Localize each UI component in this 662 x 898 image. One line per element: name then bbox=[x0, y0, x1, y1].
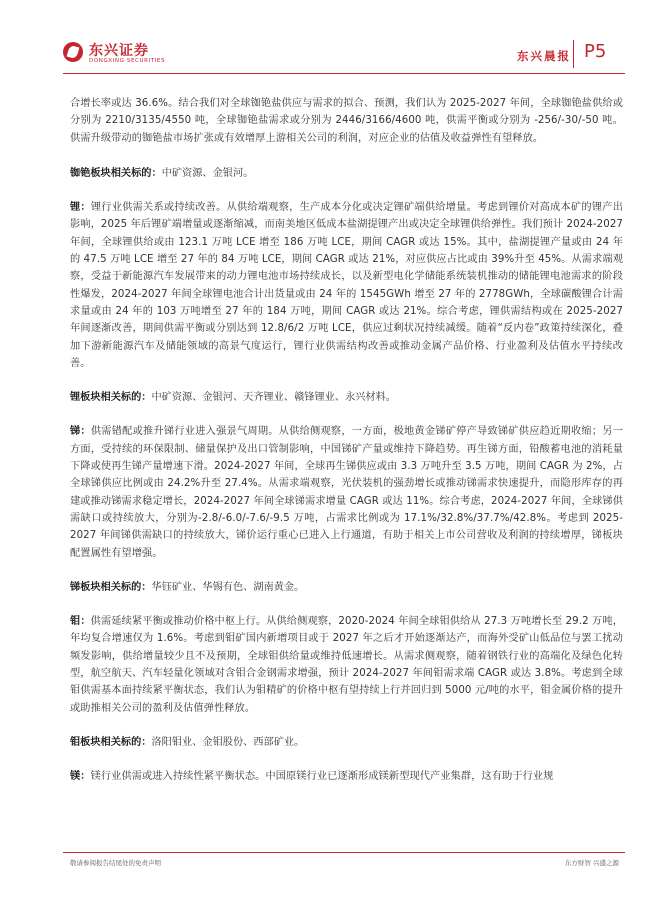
paragraph-text: 供需错配或推升锑行业进入强景气周期。从供给侧观察，一方面，极地黄金锑矿停产导致锑矿供应趋近期收缩；另一方面，受持续的环保限制、储量保护及出口管制影响，中国锑矿产量或维持下降趋势。再生锑方面，铅酸蓄电池的消耗量下降或使再生锑产量增速下滑。2024-2027 年间，全球再生锑供应或由 3.3 万吨升至 3.5 万吨，期间 CAGR 为 2%，占全球锑供应比例或由 24.2%升至 27.4%。从需求端观察，光伏装机的强劲增长或推动锑需求快速提升，而隐形库存的再建或推动锑需求稳定增长，2024-2027 年间全球锑需求增量 CAGR 或达 11%。综合考虑，2024-2027 年间，全球锑供需缺口或持续放大，分别为-2.8/-6.0/-7.6/-9.5 万吨，占需求比例或为 17.1%/32.8%/37.7%/42.8%。考虑到 2025-2027 年间锑供需缺口的持续放大，锑价运行重心已进入上行通道，有助于相关上市公司营收及利润的持续增厚，锑板块配置属性有望增强。 bbox=[70, 426, 623, 559]
rubidium-cesium-targets bbox=[70, 165, 623, 182]
section-label: 钼板块相关标的： bbox=[70, 736, 152, 748]
paragraph-lead: 钼： bbox=[70, 616, 91, 628]
logo-text: 东兴证券 bbox=[89, 43, 149, 59]
paragraph-lead: 锑： bbox=[70, 426, 91, 438]
header-divider bbox=[573, 40, 574, 68]
report-title: 东兴晨报 bbox=[517, 49, 571, 63]
dongxing-logo-icon bbox=[63, 42, 83, 62]
disclaimer-note: 敬请参阅报告结尾处的免责声明 bbox=[70, 859, 161, 867]
paragraph-antimony bbox=[70, 423, 623, 561]
section-label: 铷铯板块相关标的： bbox=[70, 167, 162, 179]
paragraph-rubidium-cesium: 合增长率或达 36.6%。结合我们对全球铷铯盐供应与需求的拟合、预测，我们认为 2025-2027 年间，全球铷铯盐供给或分别为 2210/3135/4550 吨，全球铷铯盐需求或分别为 2446/3166/4600 吨，供需平衡或分别为 -256/-30/-50 吨。供需升级带动的铷铯盐市场扩张或有效增厚上游相关公司的利润，对应企业的估值及收益弹性有望释放。 bbox=[70, 98, 623, 144]
page-header bbox=[0, 0, 662, 74]
section-label: 锂板块相关标的： bbox=[70, 392, 152, 404]
page-footer bbox=[63, 852, 625, 872]
paragraph-lithium bbox=[70, 199, 623, 372]
header-rule bbox=[63, 73, 625, 74]
paragraph-text: 锂行业供需关系或持续改善。从供给端观察，生产成本分化或决定锂矿端供给增量。考虑到锂价对高成本矿的锂产出影响，2025 年后锂矿端增量或逐渐缩减，而南美地区低成本盐湖提锂产出或决定全球锂供给弹性。我们预计 2024-2027 年间，全球锂供给或由 123.1 万吨 LCE 增至 186 万吨 LCE，期间 CAGR 或达 15%。其中，盐湖提锂产量或由 24 年的 47.5 万吨 LCE 增至 27 年的 84 万吨 LCE，期间 CAGR 或达 21%，对应供应占比或由 39%升至 45%。从需求端观察，受益于新能源汽车发展带来的动力锂电池市场持续成长，以及新型电化学储能系统装机推动的储能锂电池需求的阶段性爆发，2024-2027 年间全球锂电池合计出货量或由 24 年的 1545GWh 增至 27 年的 2778GWh，全球碳酸锂合计需求量或由 24 年的 103 万吨增至 27 年的 184 万吨，期间 CAGR 或达 21%。综合考虑，锂供需结构或在 2025-2027 年间逐渐改善，期间供需平衡或分别达到 12.8/6/2 万吨 LCE，供应过剩状况持续减缓。随着“反内卷”政策持续深化，叠加下游新能源汽车及储能领域的高景气度运行，锂行业供需结构改善或推动金属产品价格、行业盈利及估值水平持续改善。 bbox=[70, 202, 623, 369]
footer-slogan: 东方财智 兴盛之源 bbox=[564, 859, 619, 867]
paragraph-text: 供需延续紧平衡或推动价格中枢上行。从供给侧观察，2020-2024 年间全球钼供给从 27.3 万吨增长至 29.2 万吨，年均复合增速仅为 1.6%。考虑到钼矿国内新增项目或于 2027 年之后才开始逐渐达产，而海外受矿山低品位与罢工扰动频发影响，供给增量较少且不及预期，全球钼供给量或维持低速增长。从需求侧观察，随着钢铁行业的高端化及绿色化转型，航空航天、汽车轻量化领域对含钼合金钢需求增强，预计 2024-2027 年间钼需求端 CAGR 或达 3.8%。考虑到全球钼供需基本面持续紧平衡状态，我们认为钼精矿的价格中枢有望持续上行并回归到 5000 元/吨的水平，钼金属价格的提升或助推相关公司的盈利及估值弹性释放。 bbox=[70, 616, 623, 714]
page-number: P5 bbox=[584, 41, 607, 62]
molybdenum-targets bbox=[70, 734, 623, 751]
section-targets: 中矿资源、金银河。 bbox=[161, 167, 254, 179]
paragraph-magnesium bbox=[70, 768, 623, 785]
footer-rule bbox=[63, 852, 625, 853]
report-body bbox=[70, 95, 623, 786]
section-targets: 洛阳钼业、金钼股份、西部矿业。 bbox=[151, 736, 305, 748]
logo-english-text: DONGXING SECURITIES bbox=[89, 58, 166, 64]
lithium-targets bbox=[70, 389, 623, 406]
paragraph-lead: 锂： bbox=[70, 202, 91, 214]
antimony-targets bbox=[70, 579, 623, 596]
section-targets: 华钰矿业、华锡有色、湖南黄金。 bbox=[151, 581, 305, 593]
paragraph-lead: 镁： bbox=[70, 771, 91, 783]
section-targets: 中矿资源、金银河、天齐锂业、赣锋锂业、永兴材料。 bbox=[151, 392, 396, 404]
section-label: 锑板块相关标的： bbox=[70, 581, 152, 593]
paragraph-molybdenum bbox=[70, 613, 623, 717]
paragraph-text: 镁行业供需或进入持续性紧平衡状态。中国原镁行业已逐渐形成镁新型现代产业集群，这有助于行业规 bbox=[90, 771, 554, 783]
